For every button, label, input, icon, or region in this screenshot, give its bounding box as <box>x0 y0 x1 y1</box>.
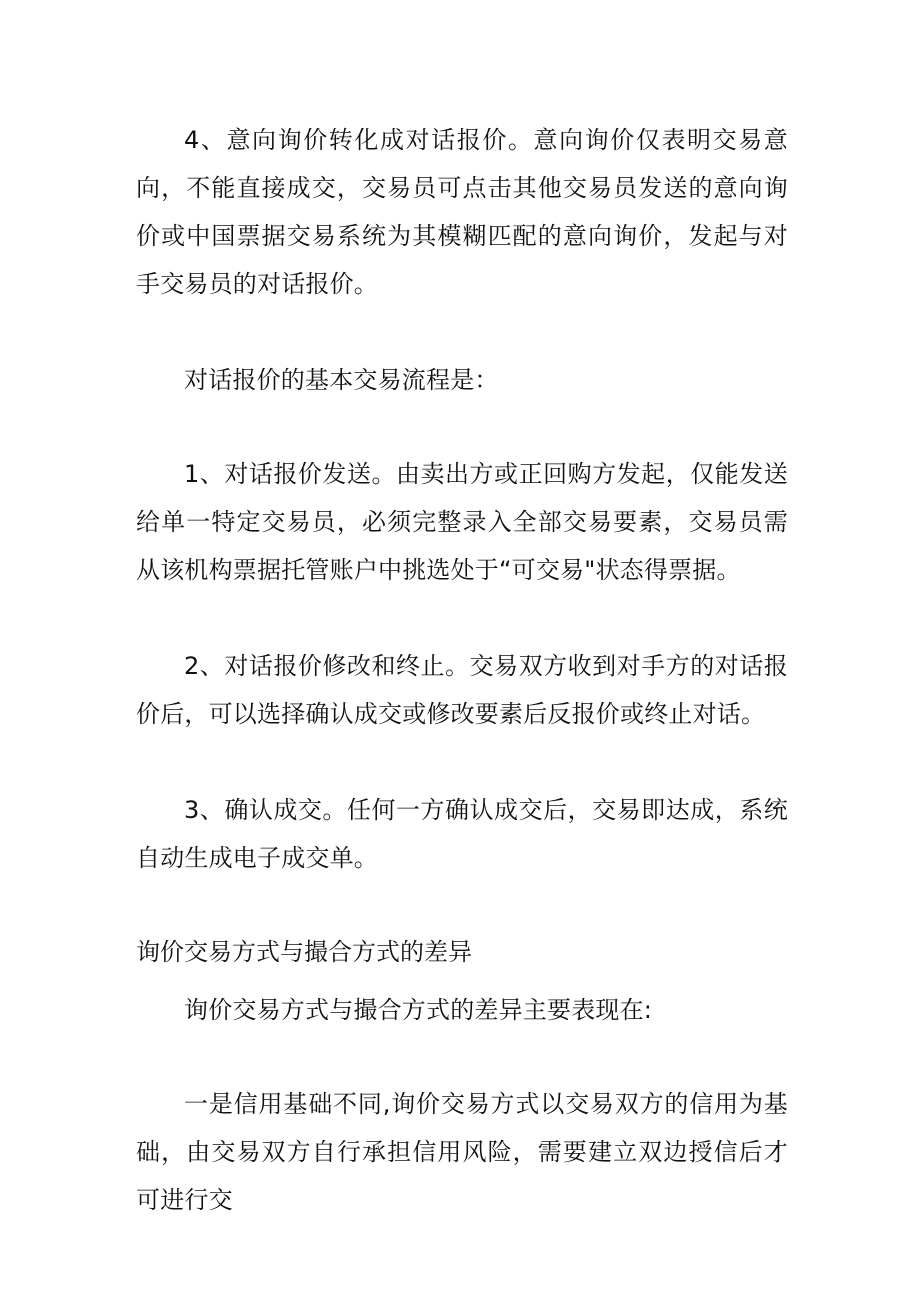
paragraph-credit-basis: 一是信用基础不同,询价交易方式以交易双方的信用为基础，由交易双方自行承担信用风险，需要建立双边授信后才可进行交 <box>136 1090 788 1214</box>
section-heading: 询价交易方式与撮合方式的差异 <box>136 938 472 966</box>
paragraph-step-confirm: 3、确认成交。任何一方确认成交后，交易即达成，系统自动生成电子成交单。 <box>136 796 788 872</box>
paragraph-flow-intro: 对话报价的基本交易流程是： <box>184 366 499 394</box>
paragraph-intent-inquiry: 4、意向询价转化成对话报价。意向询价仅表明交易意向，不能直接成交，交易员可点击其他交易员发送的意向询价或中国票据交易系统为其模糊匹配的意向询价，发起与对手交易员的对话报价。 <box>136 126 788 298</box>
paragraph-step-send: 1、对话报价发送。由卖出方或正回购方发起，仅能发送给单一特定交易员，必须完整录入全部交易要素，交易员需从该机构票据托管账户中挑选处于“可交易"状态得票据。 <box>136 460 788 584</box>
paragraph-differences-intro: 询价交易方式与撮合方式的差异主要表现在: <box>184 996 653 1024</box>
paragraph-step-modify: 2、对话报价修改和终止。交易双方收到对手方的对话报价后，可以选择确认成交或修改要素后反报价或终止对话。 <box>136 652 788 728</box>
